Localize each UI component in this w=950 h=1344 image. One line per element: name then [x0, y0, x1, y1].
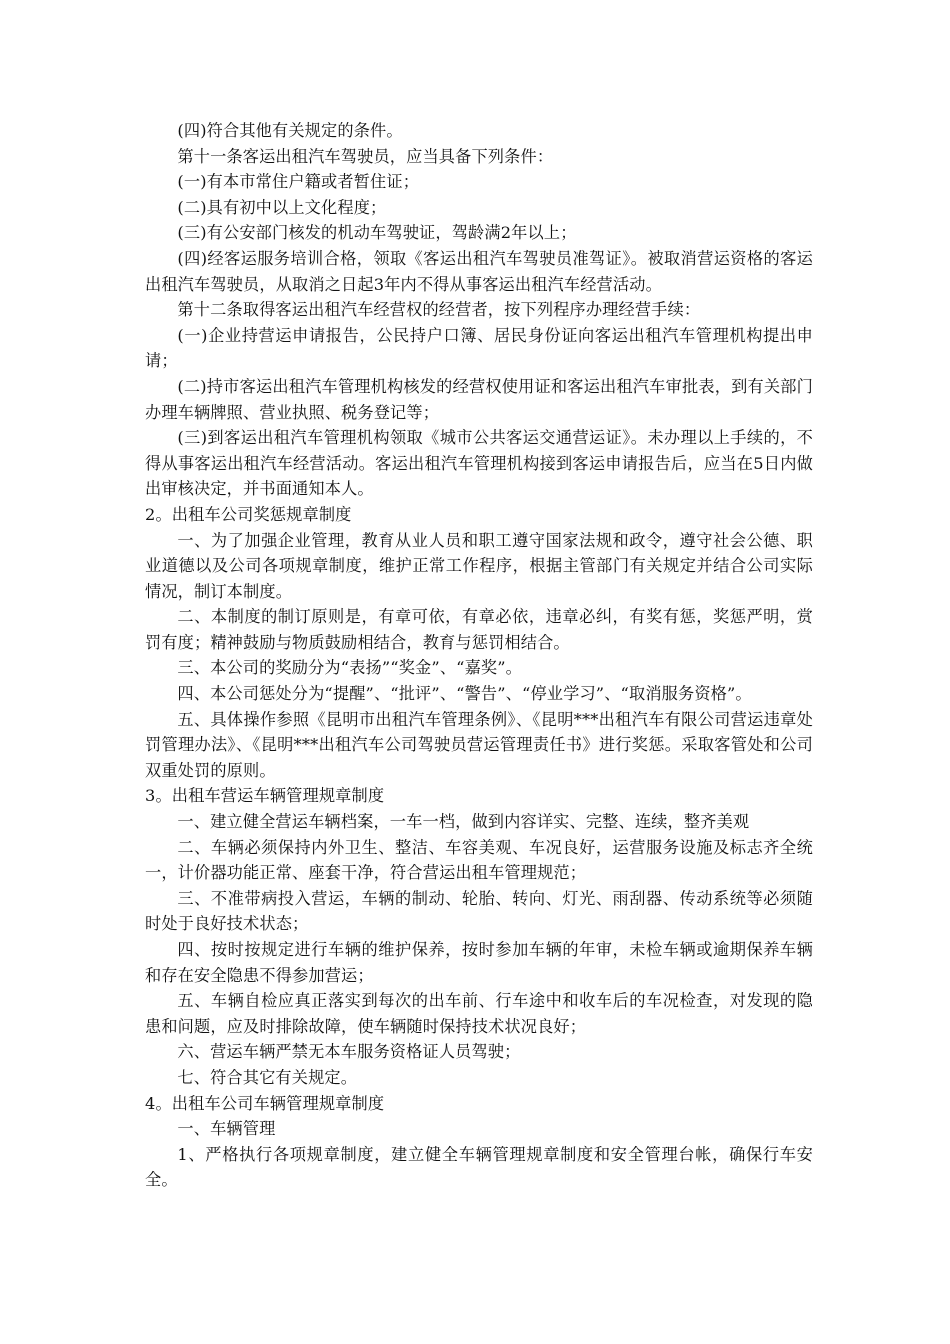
- section-heading: 2。出租车公司奖惩规章制度: [145, 504, 352, 524]
- paragraph: 一、建立健全营运车辆档案，一车一档，做到内容详实、完整、连续，整齐美观: [177, 812, 750, 832]
- paragraph: (四)经客运服务培训合格，领取《客运出租汽车驾驶员准驾证》。被取消营运资格的客运出租汽车驾驶员，从取消之日起3年内不得从事客运出租汽车经营活动。: [145, 248, 813, 294]
- paragraph: 第十一条客运出租汽车驾驶员，应当具备下列条件：: [177, 146, 554, 166]
- paragraph: 二、本制度的制订原则是，有章可依，有章必依，违章必纠，有奖有惩，奖惩严明，赏罚有度；精神鼓励与物质鼓励相结合，教育与惩罚相结合。: [145, 607, 813, 652]
- section-heading: 3。出租车营运车辆管理规章制度: [145, 786, 385, 806]
- paragraph: (一)有本市常住户籍或者暂住证；: [177, 172, 420, 192]
- paragraph: 二、车辆必须保持内外卫生、整洁、车容美观、车况良好，运营服务设施及标志齐全统一，计价器功能正常、座套干净，符合营运出租车管理规范；: [145, 837, 813, 883]
- paragraph: 三、不准带病投入营运，车辆的制动、轮胎、转向、灯光、雨刮器、传动系统等必须随时处于良好技术状态；: [145, 888, 813, 934]
- paragraph: (二)具有初中以上文化程度；: [177, 197, 387, 217]
- paragraph: (二)持市客运出租汽车管理机构核发的经营权使用证和客运出租汽车审批表，到有关部门办理车辆牌照、营业执照、税务登记等；: [145, 376, 813, 422]
- paragraph: (三)有公安部门核发的机动车驾驶证，驾龄满2年以上；: [177, 223, 577, 243]
- paragraph: 五、车辆自检应真正落实到每次的出车前、行车途中和收车后的车况检查，对发现的隐患和问题，应及时排除故障，使车辆随时保持技术状况良好；: [145, 991, 813, 1036]
- paragraph: 五、具体操作参照《昆明市出租汽车管理条例》、《昆明***出租汽车有限公司营运违章处罚管理办法》、《昆明***出租汽车公司驾驶员营运管理责任书》进行奖惩。采取客管处和公司双重处罚的原则。: [145, 709, 813, 780]
- paragraph: 三、本公司的奖励分为“表扬”“奖金”、“嘉奖”。: [177, 658, 523, 678]
- paragraph: 七、符合其它有关规定。: [177, 1067, 358, 1087]
- paragraph: 一、为了加强企业管理，教育从业人员和职工遵守国家法规和政令，遵守社会公德、职业道德以及公司各项规章制度，维护正常工作程序，根据主管部门有关规定并结合公司实际情况，制订本制度。: [145, 530, 813, 601]
- paragraph: (四)符合其他有关规定的条件。: [177, 121, 403, 140]
- section-heading: 4。出租车公司车辆管理规章制度: [145, 1093, 385, 1113]
- document-body: [145, 118, 813, 1193]
- paragraph: 四、本公司惩处分为“提醒”、“批评”、“警告”、“停业学习”、“取消服务资格”。: [177, 684, 752, 704]
- paragraph: 四、按时按规定进行车辆的维护保养，按时参加车辆的年审，未检车辆或逾期保养车辆和存在安全隐患不得参加营运；: [145, 940, 813, 985]
- paragraph: 第十二条取得客运出租汽车经营权的经营者，按下列程序办理经营手续：: [177, 300, 701, 320]
- paragraph: 一、车辆管理: [177, 1119, 276, 1139]
- paragraph: 1、严格执行各项规章制度，建立健全车辆管理规章制度和安全管理台帐，确保行车安全。: [145, 1144, 813, 1190]
- paragraph: 六、营运车辆严禁无本车服务资格证人员驾驶；: [177, 1042, 521, 1062]
- paragraph: (三)到客运出租汽车管理机构领取《城市公共客运交通营运证》。未办理以上手续的，不得从事客运出租汽车经营活动。客运出租汽车管理机构接到客运申请报告后，应当在5日内做出审核决定，并书面通知本人。: [145, 428, 813, 499]
- paragraph: (一)企业持营运申请报告，公民持户口簿、居民身份证向客运出租汽车管理机构提出申请；: [145, 325, 813, 371]
